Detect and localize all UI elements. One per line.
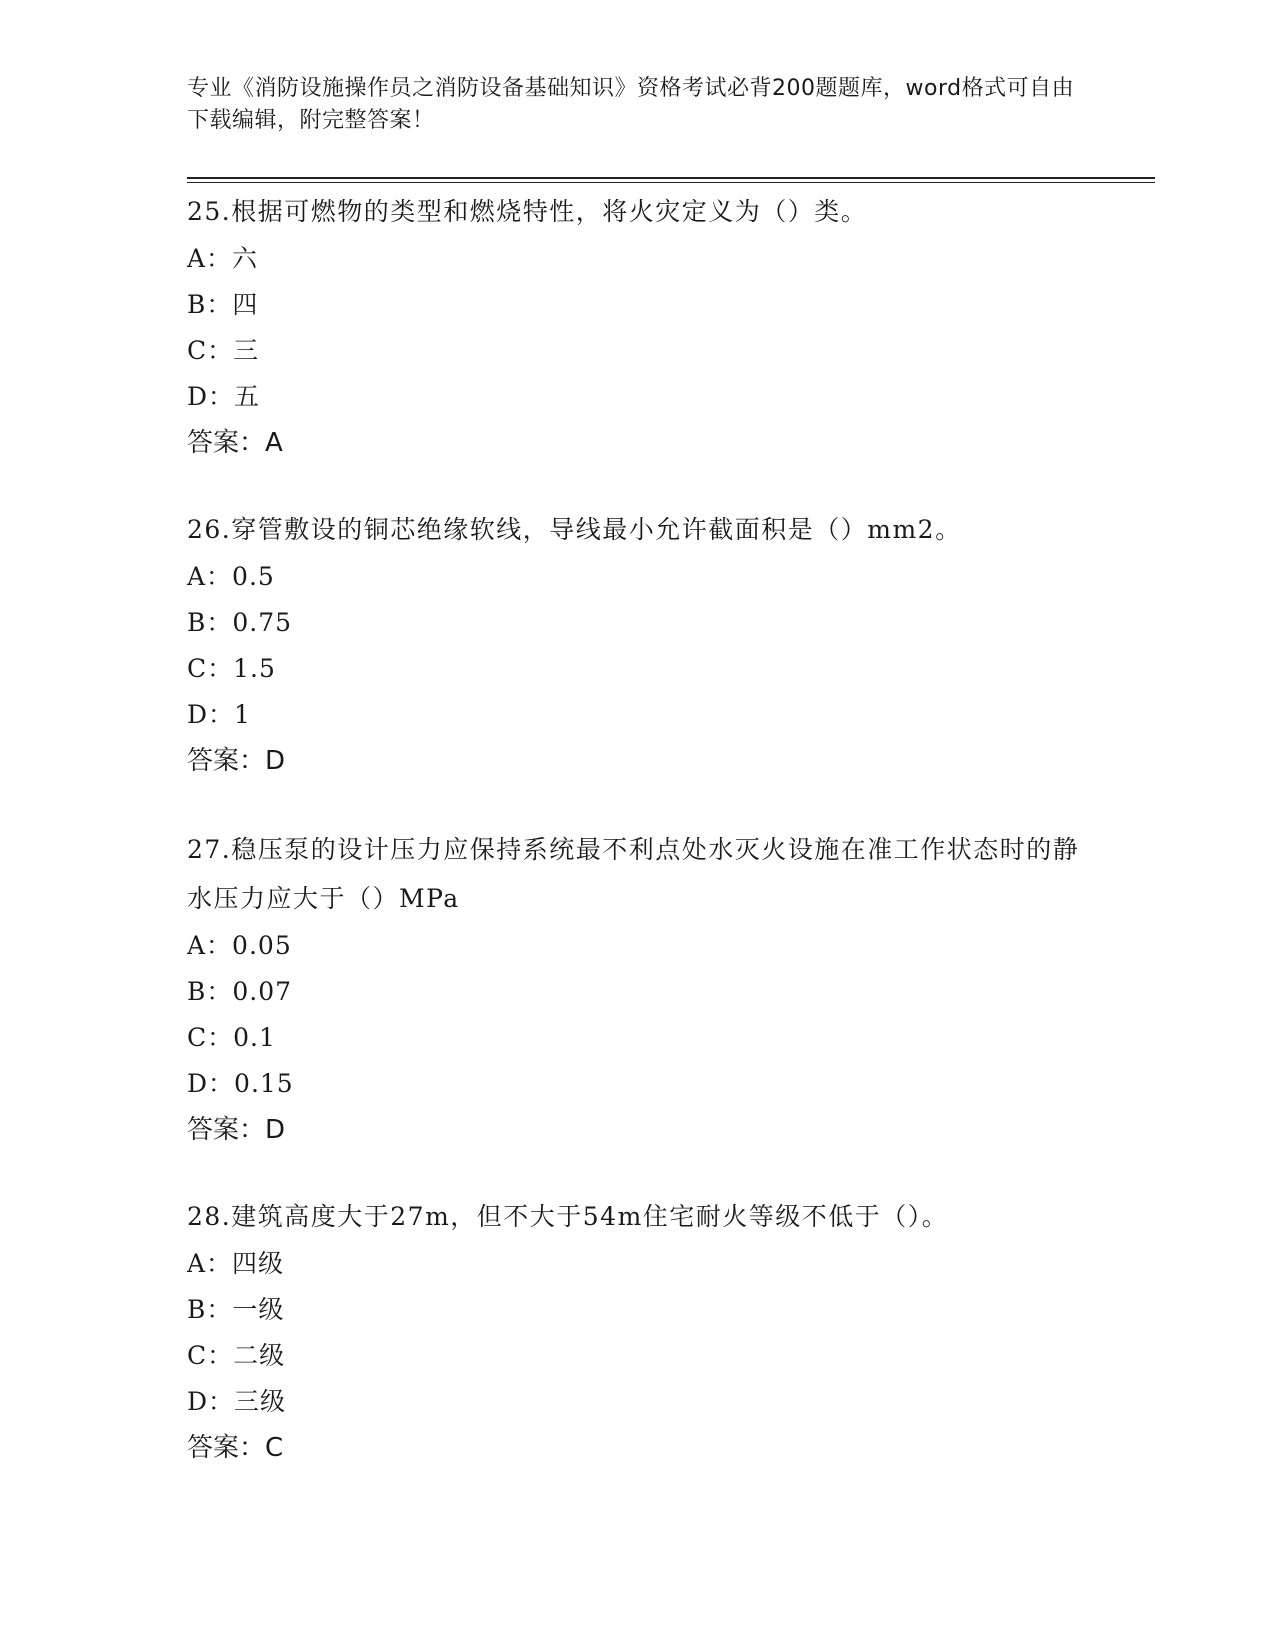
answer-line: 答案：D: [187, 1115, 286, 1145]
option-a: A：四级: [187, 1249, 285, 1278]
question-stem: 28.建筑高度大于27m，但不大于54m住宅耐火等级不低于（）。: [187, 1202, 949, 1231]
option-a: A：0.05: [187, 931, 292, 960]
question-25: [187, 187, 1087, 466]
option-a: A：六: [187, 244, 259, 273]
header-divider-thin: [187, 182, 1155, 183]
header-divider-thick: [187, 177, 1155, 179]
document-intro: 专业《消防设施操作员之消防设备基础知识》资格考试必背200题题库，word格式可自由下载编辑，附完整答案！: [187, 76, 1075, 133]
question-26: [187, 505, 1087, 784]
question-27: [187, 825, 1087, 1153]
option-d: D：五: [187, 382, 261, 411]
option-b: B：0.75: [187, 608, 293, 637]
option-d: D：0.15: [187, 1069, 294, 1098]
answer-line: 答案：C: [187, 1433, 284, 1463]
option-c: C：二级: [187, 1341, 286, 1370]
option-d: D：1: [187, 700, 251, 729]
answer-line: 答案：A: [187, 428, 283, 458]
option-b: B：一级: [187, 1295, 285, 1324]
question-stem: 27.稳压泵的设计压力应保持系统最不利点处水灭火设施在准工作状态时的静水压力应大于（）MPa: [187, 835, 1080, 913]
option-b: B：四: [187, 290, 259, 319]
option-c: C：0.1: [187, 1023, 276, 1052]
question-28: [187, 1192, 1087, 1471]
option-b: B：0.07: [187, 977, 293, 1006]
option-c: C：三: [187, 336, 260, 365]
question-stem: 26.穿管敷设的铜芯绝缘软线，导线最小允许截面积是（）mm2。: [187, 515, 962, 544]
question-stem: 25.根据可燃物的类型和燃烧特性，将火灾定义为（）类。: [187, 197, 868, 226]
option-d: D：三级: [187, 1387, 287, 1416]
answer-line: 答案：D: [187, 746, 286, 776]
option-a: A：0.5: [187, 562, 275, 591]
option-c: C：1.5: [187, 654, 276, 683]
